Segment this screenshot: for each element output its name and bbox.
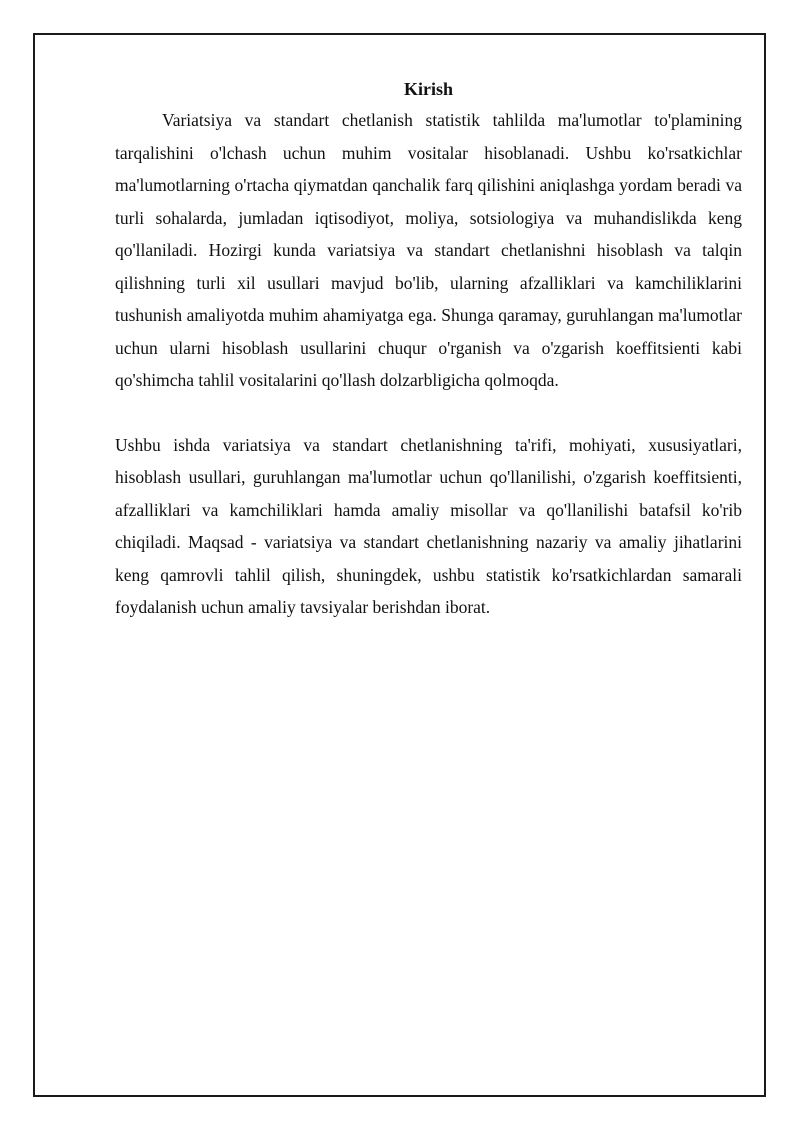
paragraph-intro: Variatsiya va standart chetlanish statistik tahlilda ma'lumotlar to'plamining tarqalishini o'lchash uchun muhim vositalar hisoblanadi. Ushbu ko'rsatkichlar ma'lumotlarning o'rtacha qiymatdan qanchalik farq qilishini aniqlashga yordam beradi va turli sohalarda, jumladan iqtisodiyot, moliya, sotsiologiya va muhandislikda keng qo'llaniladi. Hozirgi kunda variatsiya va standart chetlanishni hisoblash va talqin qilishning turli xil usullari mavjud bo'lib, ularning afzalliklari va kamchiliklarini tushunish amaliyotda muhim ahamiyatga ega. Shunga qaramay, guruhlangan ma'lumotlar uchun ularni hisoblash usullarini chuqur o'rganish va o'zgarish koeffitsienti kabi qo'shimcha tahlil vositalarini qo'llash dolzarbligicha qolmoqda. (115, 110, 742, 390)
paragraph-spacer (115, 397, 742, 429)
document-body (115, 76, 742, 624)
paragraph-purpose: Ushbu ishda variatsiya va standart chetlanishning ta'rifi, mohiyati, xususiyatlari, hisoblash usullari, guruhlangan ma'lumotlar uchun qo'llanilishi, o'zgarish koeffitsienti, afzalliklari va kamchiliklari hamda amaliy misollar va qo'llanilishi batafsil ko'rib chiqiladi. Maqsad - variatsiya va standart chetlanishning nazariy va amaliy jihatlarini keng qamrovli tahlil qilish, shuningdek, ushbu statistik ko'rsatkichlardan samarali foydalanish uchun amaliy tavsiyalar berishdan iborat. (115, 434, 742, 617)
section-title: Kirish (403, 79, 453, 99)
